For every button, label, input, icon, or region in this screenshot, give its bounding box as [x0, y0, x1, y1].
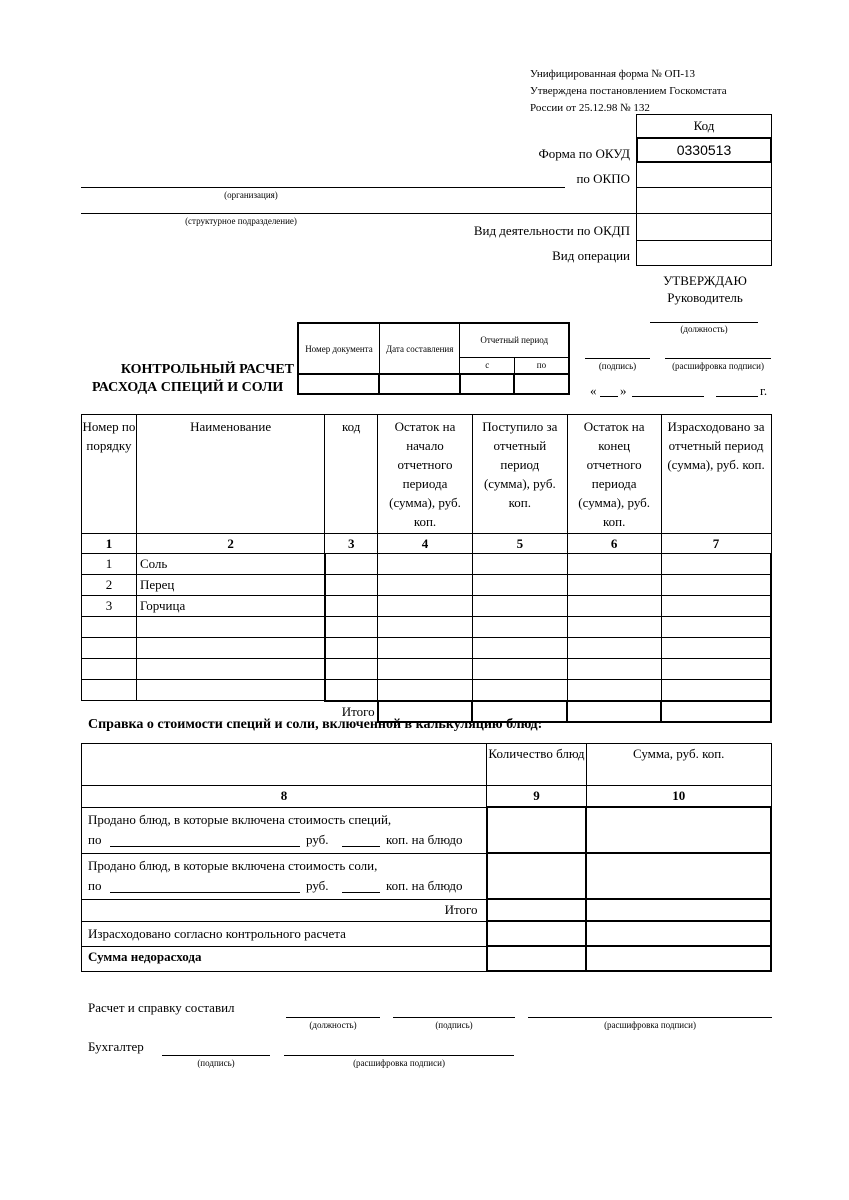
- row-spent-cell[interactable]: [661, 575, 771, 596]
- form-line-3: России от 25.12.98 № 132: [530, 102, 650, 114]
- header-start-balance: Остаток на начало отчетного периода (сумма), руб. коп.: [378, 415, 473, 534]
- sold-salt-label: Продано блюд, в которые включена стоимость соли,: [88, 857, 378, 873]
- row-end-cell[interactable]: [567, 659, 661, 680]
- accountant-signature-line[interactable]: [162, 1055, 270, 1056]
- approve-position-line[interactable]: [650, 322, 758, 323]
- sold-salt-qty-cell[interactable]: [487, 853, 587, 899]
- row-name: [136, 638, 324, 659]
- row-end-cell[interactable]: [567, 638, 661, 659]
- sold-salt-sum-cell[interactable]: [586, 853, 771, 899]
- row-name: Соль: [136, 554, 324, 575]
- reference-total-sum-cell[interactable]: [586, 899, 771, 921]
- reference-total-label: Итого: [82, 899, 487, 921]
- spent-row: [82, 921, 772, 946]
- row-code-cell[interactable]: [325, 596, 378, 617]
- row-end-cell[interactable]: [567, 554, 661, 575]
- year-suffix: г.: [760, 383, 768, 398]
- col-num-7: 7: [661, 534, 771, 554]
- quote-close: »: [620, 383, 627, 398]
- compiled-position-line[interactable]: [286, 1017, 380, 1018]
- compiled-signature-caption: (подпись): [435, 1020, 473, 1030]
- rub-label: руб.: [306, 831, 329, 847]
- row-num: 1: [82, 554, 137, 575]
- accountant-label: Бухгалтер: [88, 1039, 144, 1054]
- table-row: [82, 617, 772, 638]
- row-start-cell[interactable]: [378, 617, 473, 638]
- reference-total-row: [82, 899, 772, 921]
- table-row: [82, 680, 772, 701]
- row-spent-cell[interactable]: [661, 680, 771, 701]
- row-spent-cell[interactable]: [661, 596, 771, 617]
- row-end-cell[interactable]: [567, 680, 661, 701]
- row-received-cell[interactable]: [472, 596, 567, 617]
- sum-header: Сумма, руб. коп.: [586, 744, 771, 786]
- header-num: Номер по порядку: [82, 415, 137, 534]
- sold-spices-qty-cell[interactable]: [487, 807, 587, 853]
- row-name: Горчица: [136, 596, 324, 617]
- table-row: [82, 554, 772, 575]
- doc-number-cell[interactable]: [298, 374, 379, 394]
- reference-title: Справка о стоимости специй и соли, включенной в калькуляцию блюд:: [88, 717, 543, 732]
- row-received-cell[interactable]: [472, 638, 567, 659]
- col-num-5: 5: [472, 534, 567, 554]
- spent-qty-cell[interactable]: [487, 921, 587, 946]
- row-num: [82, 680, 137, 701]
- shortfall-qty-cell[interactable]: [487, 946, 587, 971]
- organization-caption: (организация): [224, 190, 278, 200]
- row-spent-cell[interactable]: [661, 659, 771, 680]
- row-start-cell[interactable]: [378, 596, 473, 617]
- row-code-cell[interactable]: [325, 659, 378, 680]
- row-spent-cell[interactable]: [661, 554, 771, 575]
- row-code-cell[interactable]: [325, 680, 378, 701]
- row-start-cell[interactable]: [378, 575, 473, 596]
- approve-block: [645, 272, 765, 306]
- subdivision-line[interactable]: [81, 213, 636, 214]
- row-code-cell[interactable]: [325, 617, 378, 638]
- header-name: Наименование: [136, 415, 324, 534]
- title-line-2: РАСХОДА СПЕЦИЙ И СОЛИ: [92, 380, 284, 395]
- row-received-cell[interactable]: [472, 680, 567, 701]
- salt-price-line[interactable]: [110, 892, 300, 893]
- row-received-cell[interactable]: [472, 575, 567, 596]
- period-to-cell[interactable]: [514, 374, 569, 394]
- spent-sum-cell[interactable]: [586, 921, 771, 946]
- po-label: по: [88, 877, 102, 893]
- approve-title: УТВЕРЖДАЮ: [663, 273, 747, 288]
- compiled-signature-line[interactable]: [393, 1017, 515, 1018]
- year-line[interactable]: [716, 396, 758, 397]
- quote-open: «: [590, 383, 597, 398]
- po-label: по: [88, 831, 102, 847]
- form-header: [530, 66, 727, 117]
- row-start-cell[interactable]: [378, 659, 473, 680]
- row-start-cell[interactable]: [378, 554, 473, 575]
- main-header-row: [82, 415, 772, 534]
- month-line[interactable]: [632, 396, 704, 397]
- sold-spices-row: [82, 807, 772, 853]
- okud-code: 0330513: [676, 142, 732, 158]
- col-num-6: 6: [567, 534, 661, 554]
- table-row: [82, 596, 772, 617]
- title-line-1: КОНТРОЛЬНЫЙ РАСЧЕТ: [120, 362, 294, 377]
- header-received: Поступило за отчетный период (сумма), руб. коп.: [472, 415, 567, 534]
- day-line[interactable]: [600, 396, 618, 397]
- shortfall-sum-cell[interactable]: [586, 946, 771, 971]
- accountant-decode-caption: (расшифровка подписи): [353, 1058, 445, 1068]
- sold-salt-cell: [82, 853, 487, 899]
- sold-spices-cell: [82, 807, 487, 853]
- table-row: [82, 659, 772, 680]
- row-received-cell[interactable]: [472, 659, 567, 680]
- total-end-cell[interactable]: [567, 701, 661, 722]
- okdp-label: Вид деятельности по ОКДП: [473, 223, 630, 238]
- approve-signature-line[interactable]: [585, 358, 650, 359]
- okud-label: Форма по ОКУД: [538, 146, 630, 161]
- shortfall-row: [82, 946, 772, 971]
- accountant-decode-line[interactable]: [284, 1055, 514, 1056]
- col-num-8: 8: [82, 786, 487, 808]
- row-num: [82, 659, 137, 680]
- doc-date-header: Дата составления: [379, 323, 460, 374]
- row-name: [136, 680, 324, 701]
- operation-label: Вид операции: [552, 248, 630, 263]
- row-end-cell[interactable]: [567, 617, 661, 638]
- doc-date-cell[interactable]: [379, 374, 460, 394]
- row-end-cell[interactable]: [567, 596, 661, 617]
- table-row: [82, 575, 772, 596]
- table-row: [82, 638, 772, 659]
- rub-label: руб.: [306, 877, 329, 893]
- col-num-9: 9: [487, 786, 587, 808]
- period-from-header: с: [460, 357, 514, 374]
- reference-total-qty-cell[interactable]: [487, 899, 587, 921]
- row-spent-cell[interactable]: [661, 617, 771, 638]
- approve-signature-caption: (подпись): [598, 361, 637, 371]
- shortfall-label: Сумма недорасхода: [82, 946, 487, 971]
- doc-number-header: Номер документа: [298, 323, 379, 374]
- column-number-row: [82, 534, 772, 554]
- sold-spices-sum-cell[interactable]: [586, 807, 771, 853]
- col-num-2: 2: [136, 534, 324, 554]
- col-num-3: 3: [325, 534, 378, 554]
- reference-table: [81, 743, 772, 972]
- header-spent: Израсходовано за отчетный период (сумма), руб. коп.: [661, 415, 771, 534]
- document-title: [80, 360, 294, 379]
- row-name: [136, 617, 324, 638]
- approve-decode-caption: (расшифровка подписи): [672, 361, 764, 371]
- row-code-cell[interactable]: [325, 638, 378, 659]
- row-name: Перец: [136, 575, 324, 596]
- sold-spices-label: Продано блюд, в которые включена стоимость специй,: [88, 811, 392, 827]
- compiled-label: Расчет и справку составил: [88, 1000, 235, 1015]
- spent-label: Израсходовано согласно контрольного расчета: [82, 921, 487, 946]
- col-num-4: 4: [378, 534, 473, 554]
- total-spent-cell[interactable]: [661, 701, 771, 722]
- col-num-10: 10: [586, 786, 771, 808]
- row-code-cell[interactable]: [325, 554, 378, 575]
- row-start-cell[interactable]: [378, 680, 473, 701]
- row-num: [82, 638, 137, 659]
- form-line-1: Унифицированная форма № ОП-13: [530, 68, 696, 80]
- form-line-2: Утверждена постановлением Госкомстата: [530, 85, 727, 97]
- row-num: 2: [82, 575, 137, 596]
- approve-decode-line[interactable]: [665, 358, 771, 359]
- sold-salt-row: [82, 853, 772, 899]
- salt-kop-line[interactable]: [342, 892, 380, 893]
- organization-line[interactable]: [81, 187, 565, 188]
- header-code: код: [325, 415, 378, 534]
- main-table: [81, 414, 772, 723]
- accountant-signature-caption: (подпись): [197, 1058, 235, 1068]
- period-header: Отчетный период: [460, 323, 569, 357]
- col-num-1: 1: [82, 534, 137, 554]
- row-code-cell[interactable]: [325, 575, 378, 596]
- code-header: Код: [693, 118, 715, 133]
- row-received-cell[interactable]: [472, 554, 567, 575]
- row-end-cell[interactable]: [567, 575, 661, 596]
- qty-header: Количество блюд: [487, 744, 587, 786]
- header-end-balance: Остаток на конец отчетного периода (сумма), руб. коп.: [567, 415, 661, 534]
- spices-price-line[interactable]: [110, 846, 300, 847]
- row-num: [82, 617, 137, 638]
- compiled-decode-caption: (расшифровка подписи): [604, 1020, 696, 1030]
- kop-label: коп. на блюдо: [386, 877, 463, 893]
- period-to-header: по: [514, 357, 569, 374]
- compiled-position-caption: (должность): [309, 1020, 357, 1030]
- kop-label: коп. на блюдо: [386, 831, 463, 847]
- row-num: 3: [82, 596, 137, 617]
- reference-blank-header: [82, 744, 487, 786]
- period-from-cell[interactable]: [460, 374, 514, 394]
- total-label: Итого: [82, 701, 378, 722]
- row-start-cell[interactable]: [378, 638, 473, 659]
- compiled-decode-line[interactable]: [528, 1017, 772, 1018]
- spices-kop-line[interactable]: [342, 846, 380, 847]
- subdivision-caption: (структурное подразделение): [185, 216, 297, 226]
- doc-number-table: [297, 322, 570, 395]
- approve-position-caption: (должность): [680, 324, 728, 334]
- row-spent-cell[interactable]: [661, 638, 771, 659]
- row-name: [136, 659, 324, 680]
- okpo-label: по ОКПО: [576, 171, 630, 186]
- approve-head: Руководитель: [667, 290, 743, 305]
- row-received-cell[interactable]: [472, 617, 567, 638]
